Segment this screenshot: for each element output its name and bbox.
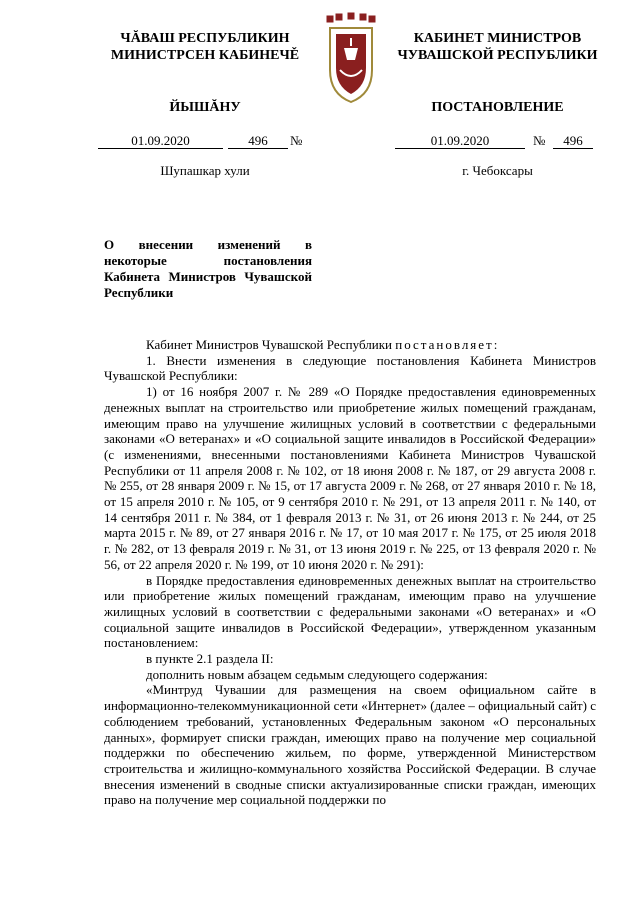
header-right-line1: КАБИНЕТ МИНИСТРОВ [413,31,582,46]
emblem-icon [322,12,380,112]
document-subject: О внесении изменений в некоторые постановления Кабинета Министров Чувашской Республики [104,237,312,300]
paragraph-6: «Минтруд Чувашии для размещения на своем официальном сайте в информационно-телекоммуникационной сети «Интернет» (далее – официальный сайт) с соблюдением требований, установленных Федеральным законом «О персональных данных», формирует списки граждан, имеющих право на получение мер социальной поддержки по обеспечению жильем, по форме, утвержденной Министерством строительства и жилищно-коммунального хозяйства Российской Федерации. В случае внесения изменений в сводные списки актуализированные списки граждан, имеющих право на получение мер социальной поддержки по [104,682,596,808]
left-number-sign: № [290,133,303,148]
right-date-number-line [395,133,605,149]
header-right [390,30,605,64]
paragraph-2: 1) от 16 ноября 2007 г. № 289 «О Порядке предоставления единовременных денежных выплат на строительство или приобретение жилых помещений гражданам, имеющим право на улучшение жилищных условий в соответствии с федеральными законами «О ветеранах» и «О социальной защите инвалидов в Российской Федерации» (с изменениями, внесенными постановлениями Кабинета Министров Чувашской Республики от 11 апреля 2008 г. № 102, от 18 июня 2008 г. № 187, от 29 августа 2008 г. № 255, от 28 января 2009 г. № 15, от 17 августа 2009 г. № 268, от 27 января 2010 г. № 18, от 15 апреля 2010 г. № 105, от 9 сентября 2010 г. № 291, от 13 апреля 2011 г. № 140, от 14 сентября 2011 г. № 384, от 1 февраля 2013 г. № 31, от 26 июня 2013 г. № 244, от 25 марта 2015 г. № 89, от 27 января 2016 г. № 17, от 10 мая 2017 г. № 175, от 25 июля 2018 г. № 282, от 13 февраля 2019 г. № 31, от 13 июня 2019 г. № 225, от 13 февраля 2020 г. № 56, от 22 апреля 2020 г. № 199, от 10 июня 2020 г. № 291): [104,384,596,572]
right-date: 01.09.2020 [395,133,525,149]
right-number-sign: № [533,133,546,148]
header-left [100,30,310,64]
right-city: г. Чебоксары [462,163,533,178]
intro-lead: Кабинет Министров Чувашской Республики [146,337,392,352]
header-left-line2: МИНИСТРСЕН КАБИНЕЧĚ [110,48,300,63]
intro-paragraph [104,337,596,353]
left-date-number-line [98,133,313,149]
left-number: 496 [228,133,288,149]
paragraph-3: в Порядке предоставления единовременных денежных выплат на строительство или приобретение жилых помещений гражданам, имеющим право на улучшение жилищных условий в соответствии с федеральными законами «О ветеранах» и «О социальной защите инвалидов в Российской Федерации», утвержденном указанным постановлением: [104,572,596,651]
document-body [104,337,596,808]
intro-verb: постановляет: [395,337,500,352]
doc-type-right: ПОСТАНОВЛЕНИЕ [431,100,564,115]
left-date: 01.09.2020 [98,133,223,149]
left-city: Шупашкар хули [160,163,250,178]
paragraph-5: дополнить новым абзацем седьмым следующего содержания: [146,666,488,682]
doc-type-left: ЙЫШĂНУ [169,100,241,115]
paragraph-4: в пункте 2.1 раздела II: [146,651,274,667]
header-left-line1: ЧĂВАШ РЕСПУБЛИКИН [120,31,290,46]
header-right-line2: ЧУВАШСКОЙ РЕСПУБЛИКИ [397,48,598,63]
right-number: 496 [553,133,593,149]
paragraph-1: 1. Внести изменения в следующие постановления Кабинета Министров Чувашской Республики: [104,352,596,384]
